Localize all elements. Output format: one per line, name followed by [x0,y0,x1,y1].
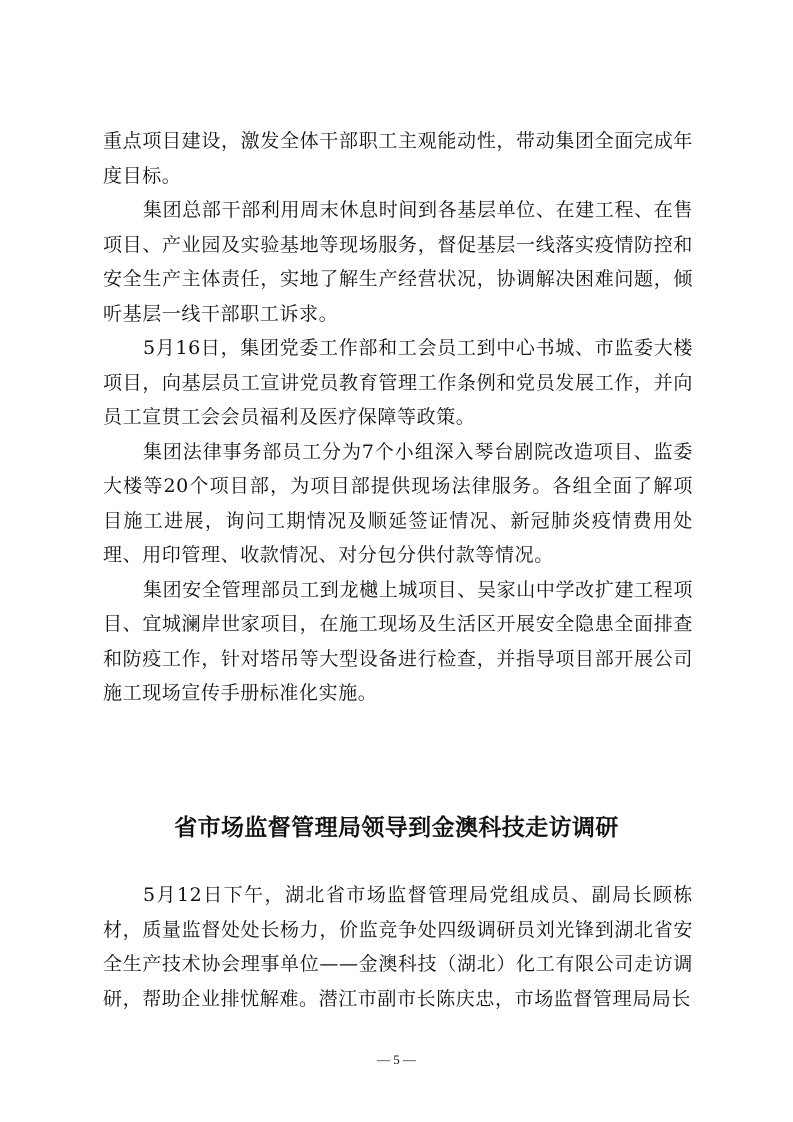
paragraph-party-union: 5月16日，集团党委工作部和工会员工到中心书城、市监委大楼项目，向基层员工宣讲党员教育管理工作条例和党员发展工作，并向员工宣贯工会会员福利及医疗保障等政策。 [103,337,693,428]
article-body [103,878,693,1016]
paragraph-legal-affairs: 集团法律事务部员工分为7个小组深入琴台剧院改造项目、监委大楼等20个项目部，为项目部提供现场法律服务。各组全面了解项目施工进展，询问工期情况及顺延签证情况、新冠肺炎疫情费用处理、用印管理、收款情况、对分包分供付款等情况。 [103,440,693,566]
page-number: — 5 — [377,1052,416,1067]
paragraph-continuation: 重点项目建设，激发全体干部职工主观能动性，带动集团全面完成年度目标。 [103,130,693,187]
paragraph-safety-management: 集团安全管理部员工到龙樾上城项目、吴家山中学改扩建工程项目、宜城澜岸世家项目，在施工现场及生活区开展安全隐患全面排查和防疫工作，针对塔吊等大型设备进行检查，并指导项目部开展公司施工现场宣传手册标准化实施。 [103,578,693,704]
paragraph-headquarters-service: 集团总部干部利用周末休息时间到各基层单位、在建工程、在售项目、产业园及实验基地等现场服务，督促基层一线落实疫情防控和安全生产主体责任，实地了解生产经营状况，协调解决困难问题，倾听基层一线干部职工诉求。 [103,199,693,325]
paragraph-visit-intro: 5月12日下午，湖北省市场监督管理局党组成员、副局长顾栋材，质量监督处处长杨力，价监竞争处四级调研员刘光锋到湖北省安全生产技术协会理事单位——金澳科技（湖北）化工有限公司走访调研，帮助企业排忧解难。潜江市副市长陈庆忠，市场监督管理局局长 [103,884,693,1010]
article-title: 省市场监督管理局领导到金澳科技走访调研 [174,815,619,841]
article-continuation [103,124,693,711]
